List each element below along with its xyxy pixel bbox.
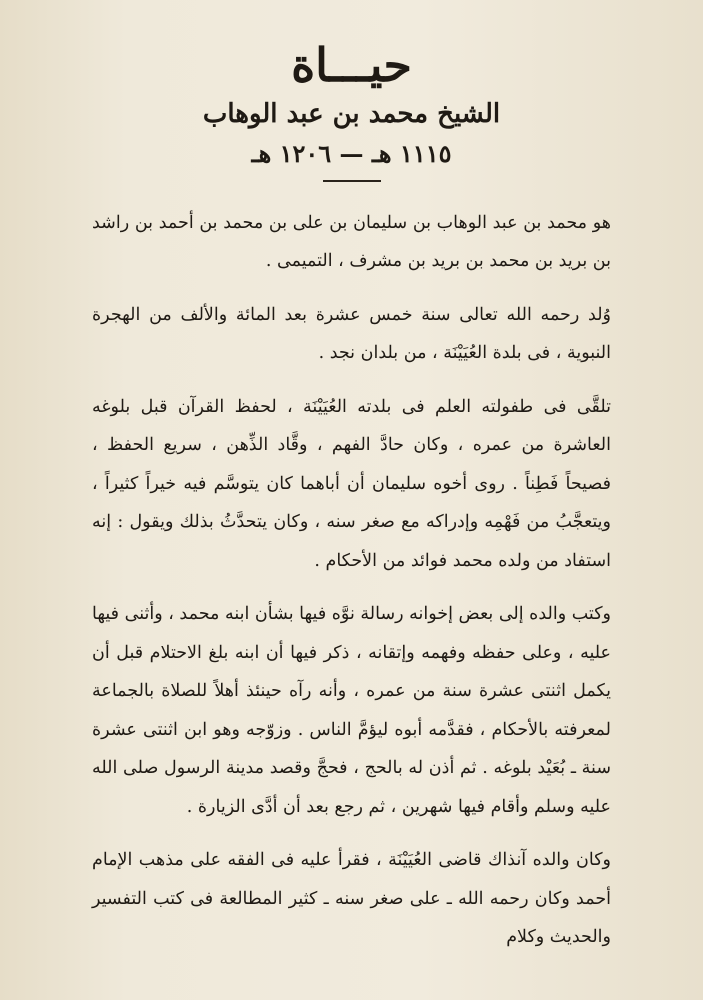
paragraph-birth: وُلد رحمه الله تعالى سنة خمس عشرة بعد المائة والألف من الهجرة النبوية ، فى بلدة العُيَيْنَة ، من بلدان نجد . [92,304,611,364]
paragraph-lineage: هو محمد بن عبد الوهاب بن سليمان بن على بن محمد بن أحمد بن راشد بن بريد بن محمد بن بريد بن مشرف ، التميمى . [92,212,611,272]
body-text [92,204,611,957]
page-subtitle: الشيخ محمد بن عبد الوهاب [202,98,501,129]
paragraph-studies: وكان والده آنذاك قاضى العُيَيْنَة ، فقرأ عليه فى الفقه على مذهب الإمام أحمد وكان رحمه الله ـ على صغر سنه ـ كثير المطالعة فى كتب التفسير والحديث وكلام [92,850,611,948]
page-header [92,40,611,182]
title-divider [323,180,381,182]
paragraph-father-letter: وكتب والده إلى بعض إخوانه رسالة نوَّه فيها بشأن ابنه محمد ، وأثنى فيها عليه ، وعلى حفظه وفهمه وإتقانه ، ذكر فيها أن ابنه بلغ الاحتلام قبل أن يكمل اثنتى عشرة سنة من عمره ، وأنه رآه حينئذ أهلاً للصلاة بالجماعة لمعرفته بالأحكام ، فقدَّمه أبوه ليؤمَّ الناس . وزوّجه وهو ابن اثنتى عشرة سنة ـ بُعَيْد بلوغه . ثم أذن له بالحج ، فحجَّ وقصد مدينة الرسول صلى الله عليه وسلم وأقام فيها شهرين ، ثم رجع بعد أن أدَّى الزيارة . [92,604,611,817]
lifespan-dates: ١١١٥ هـ — ١٢٠٦ هـ [251,138,452,168]
page-title: حيـــاة [291,38,412,92]
paragraph-childhood: تلقَّى فى طفولته العلم فى بلدته العُيَيْنَة ، لحفظ القرآن قبل بلوغه العاشرة من عمره ، وكان حادَّ الفهم ، وقَّاد الذِّهن ، سريع الحفظ ، فصيحاً فَطِناً . روى أخوه سليمان أن أباهما كان يتوسَّم فيه خيراً كثيراً ، ويتعجَّبُ من فَهْمِه وإدراكه مع صغر سنه ، وكان يتحدَّثُ بذلك ويقول : إنه استفاد من ولده محمد فوائد من الأحكام . [92,396,611,571]
